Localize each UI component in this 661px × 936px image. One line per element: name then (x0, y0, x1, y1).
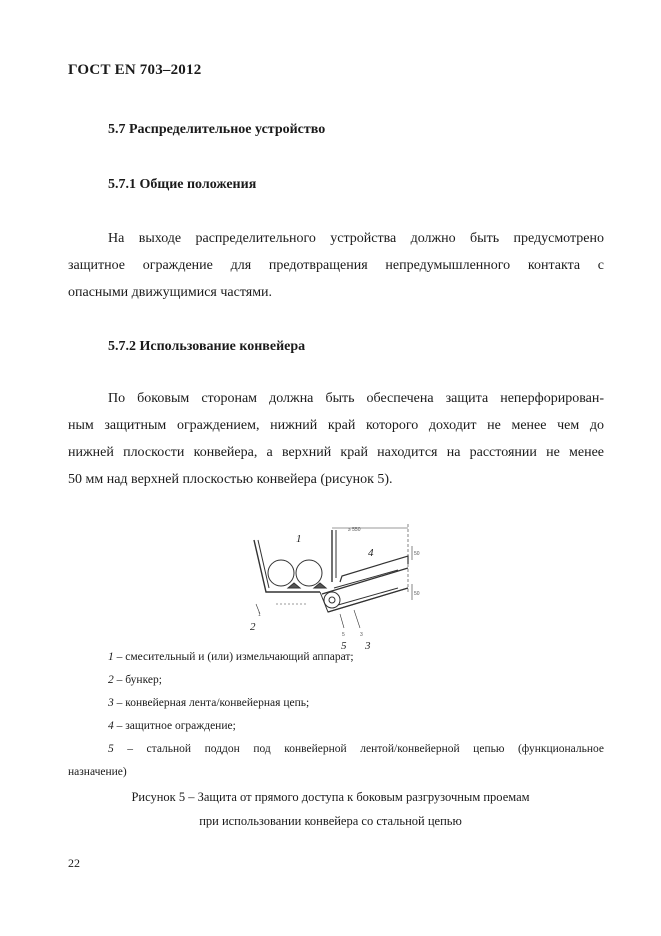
callout-1: 1 (296, 533, 302, 545)
dimension-top: ≥ 550 (348, 527, 361, 533)
conveyor-upper-plane (322, 568, 408, 594)
legend-item: 3 – конвейерная лента/конвейерная цепь; (108, 697, 310, 709)
section-5-7-2-title: 5.7.2 Использование конвейера (108, 339, 306, 354)
section-5-7-1-paragraph (68, 225, 604, 306)
figure-caption-line-1: Рисунок 5 – Защита от прямого доступа к боковым разгрузочным проемам (131, 790, 530, 804)
conveyor-pulley (324, 592, 340, 608)
page-number: 22 (68, 856, 80, 870)
standard-header: ГОСТ EN 703–2012 (68, 62, 202, 78)
callout-4: 4 (368, 547, 374, 559)
legend-item: 2 – бункер; (108, 674, 162, 686)
legend-item: 4 – защитное ограждение; (108, 720, 236, 732)
section-5-7-title: 5.7 Распределительное устройство (108, 122, 326, 137)
paragraph-line: опасными движущимися частями. (68, 285, 273, 300)
paragraph-line: защитное ограждение для предотвращения непредумышленного контакта с (68, 258, 604, 273)
dimension-right-lower: 50 (414, 591, 420, 597)
mixing-roller-right (296, 560, 322, 586)
legend-item: 5 – стальной поддон под конвейерной лентой/конвейерной цепью (функциональное (108, 743, 604, 755)
paragraph-line: нижней плоскости конвейера, а верхний край находится на расстоянии не менее (68, 445, 604, 460)
figure-5-conveyor-drawing (248, 522, 428, 652)
legend-item: 1 – смесительный и (или) измельчающий аппарат; (108, 651, 354, 663)
figure-caption-line-2: при использовании конвейера со стальной цепью (199, 814, 462, 828)
callout-3: 3 (365, 640, 371, 652)
conveyor-diagram (248, 522, 428, 652)
paragraph-line: ным защитным ограждением, нижний край которого доходит не менее чем до (68, 418, 604, 433)
mixing-roller-left (268, 560, 294, 586)
callout-5: 5 (341, 640, 347, 652)
small-label-1: 1 (258, 612, 261, 618)
small-label-3: 3 (360, 632, 363, 638)
paragraph-line: 50 мм над верхней плоскостью конвейера (рисунок 5). (68, 472, 393, 487)
legend-item-continuation: назначение) (68, 766, 127, 778)
section-5-7-2-paragraph (68, 385, 604, 493)
section-5-7-1-title: 5.7.1 Общие положения (108, 177, 257, 192)
callout-2: 2 (250, 621, 256, 633)
dimension-right-upper: 50 (414, 551, 420, 557)
small-label-5: 5 (342, 632, 345, 638)
paragraph-line: На выходе распределительного устройства должно быть предусмотрено (108, 231, 604, 246)
paragraph-line: По боковым сторонам должна быть обеспечена защита неперфорирован- (108, 391, 604, 406)
